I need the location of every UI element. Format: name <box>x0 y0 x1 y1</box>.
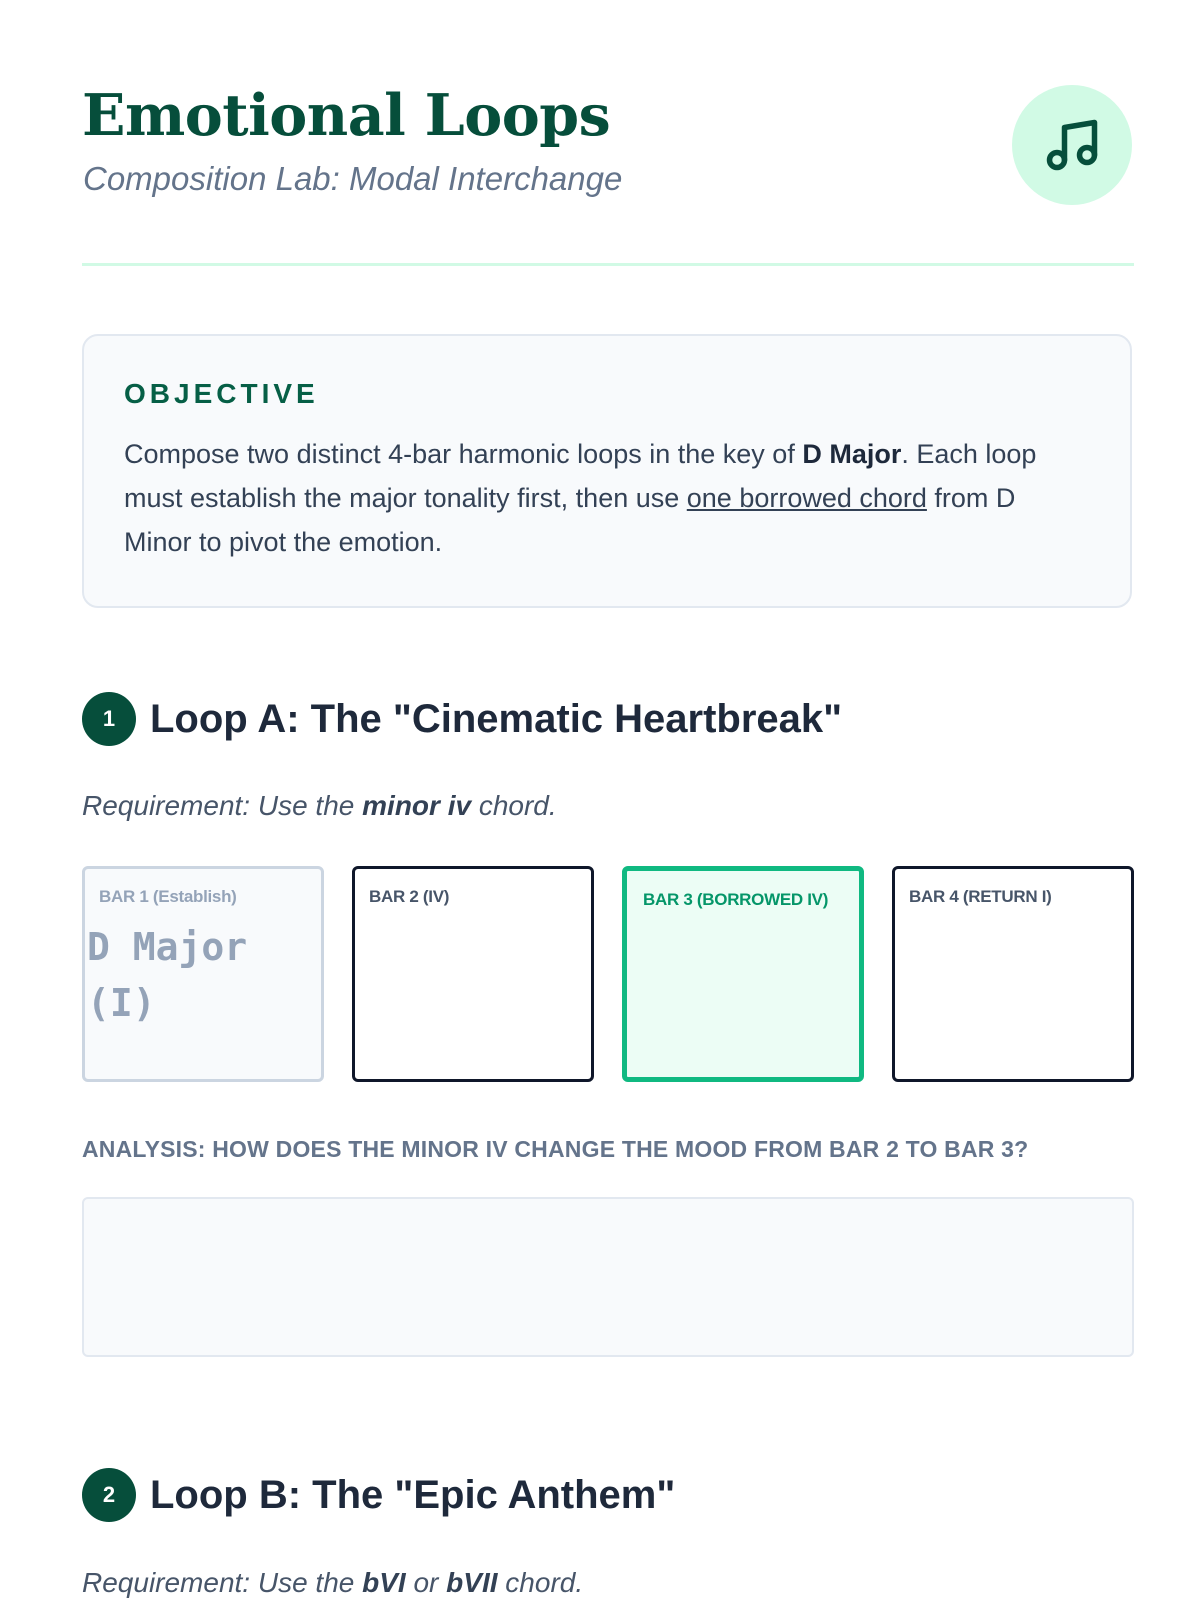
bar-3-slot[interactable] <box>622 866 864 1082</box>
header-divider <box>82 263 1134 266</box>
requirement-chord: minor iv <box>362 790 472 821</box>
objective-text-part: . Each loop must establish the major tonality first, then use <box>124 439 1037 513</box>
requirement-text: Requirement: Use the <box>82 790 363 821</box>
page-subtitle: Composition Lab: Modal Interchange <box>83 160 623 197</box>
loop-a-number-badge: 1 <box>82 692 136 746</box>
loop-a-bars <box>82 866 1134 1082</box>
bar-1-slot[interactable] <box>82 866 324 1082</box>
loop-b-requirement <box>82 1567 583 1599</box>
objective-emphasis: one borrowed chord <box>686 483 927 513</box>
bar-4-slot[interactable] <box>892 866 1134 1082</box>
bar-2-slot[interactable] <box>352 866 594 1082</box>
loop-b-number-badge: 2 <box>82 1468 136 1522</box>
bar-chord: D Major (I) <box>87 925 248 1025</box>
loop-a-heading <box>82 692 842 746</box>
requirement-chord: bVII <box>446 1567 498 1598</box>
loop-a-requirement <box>82 790 557 822</box>
analysis-label: ANALYSIS: HOW DOES THE MINOR IV CHANGE THE MOOD FROM BAR 2 TO BAR 3? <box>82 1136 1029 1162</box>
objective-key: D Major <box>802 439 902 469</box>
objective-text-part: from D Minor to pivot the emotion. <box>124 483 1016 557</box>
music-note-icon <box>1012 85 1132 205</box>
requirement-text: or <box>405 1567 447 1598</box>
analysis-input[interactable] <box>82 1197 1134 1357</box>
bar-label: BAR 3 (BORROWED IV) <box>643 890 829 909</box>
requirement-text: chord. <box>471 790 557 821</box>
loop-b-title: Loop B: The "Epic Anthem" <box>150 1472 676 1517</box>
requirement-chord: bVI <box>362 1567 406 1598</box>
header <box>82 84 1134 198</box>
requirement-text: Requirement: Use the <box>82 1567 363 1598</box>
bar-label: BAR 2 (IV) <box>369 887 450 906</box>
objective-heading: OBJECTIVE <box>124 378 319 409</box>
page-title: Emotional Loops <box>82 82 611 149</box>
objective-text <box>124 432 1090 564</box>
bar-label: BAR 1 (Establish) <box>99 887 237 906</box>
loop-b-heading <box>82 1468 675 1522</box>
objective-card <box>82 334 1132 608</box>
objective-text-part: Compose two distinct 4-bar harmonic loops in the key of <box>124 439 803 469</box>
bar-label: BAR 4 (RETURN I) <box>909 887 1052 906</box>
requirement-text: chord. <box>497 1567 584 1598</box>
loop-a-title: Loop A: The "Cinematic Heartbreak" <box>150 696 843 741</box>
